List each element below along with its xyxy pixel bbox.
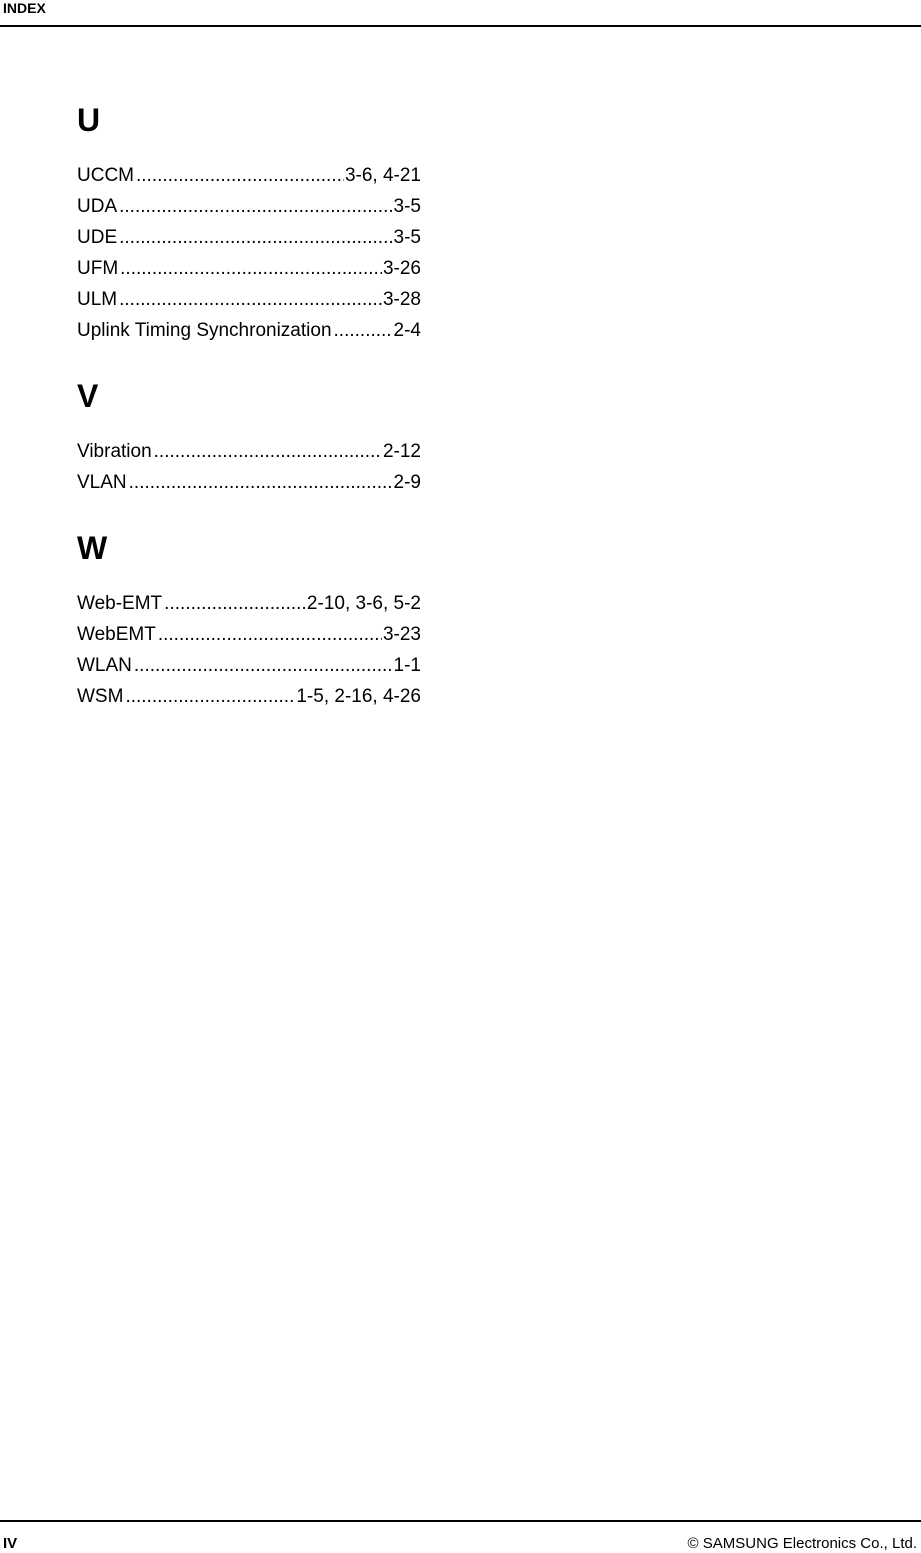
index-term: UFM [77,258,119,279]
index-section-v [77,376,421,498]
index-term: WebEMT [77,624,156,645]
index-pages: 3-5 [393,227,421,248]
index-pages: 3-6, 4-21 [344,165,421,186]
dot-leader [119,191,392,222]
index-term: UCCM [77,165,134,186]
index-term: UDA [77,196,118,217]
index-entry [77,467,421,498]
page-number: IV [3,1535,18,1552]
index-pages: 3-5 [393,196,421,217]
index-term: ULM [77,289,118,310]
index-pages: 3-23 [382,624,421,645]
index-entry [77,650,421,681]
section-letter: W [77,530,108,566]
dot-leader [129,467,393,498]
index-term: UDE [77,227,118,248]
index-entry [77,681,421,712]
section-gap [77,498,421,528]
dot-leader [134,650,393,681]
dot-leader [120,253,382,284]
dot-leader [154,436,382,467]
index-entry [77,160,421,191]
dot-leader [119,284,382,315]
index-pages: 2-4 [393,320,421,341]
page-header [0,0,921,27]
dot-leader [334,315,393,346]
dot-leader [125,681,295,712]
index-section-u [77,100,421,346]
index-entry [77,588,421,619]
index-entry [77,284,421,315]
index-term: Vibration [77,441,152,462]
section-letter: U [77,102,101,138]
index-term: Uplink Timing Synchronization [77,320,332,341]
section-gap [77,346,421,376]
index-pages: 3-26 [382,258,421,279]
copyright-notice: © SAMSUNG Electronics Co., Ltd. [687,1535,917,1552]
index-entry [77,222,421,253]
dot-leader [136,160,344,191]
index-term: WLAN [77,655,132,676]
index-entry [77,191,421,222]
index-entry [77,436,421,467]
index-section-w [77,528,421,712]
index-entry [77,253,421,284]
header-title: INDEX [3,0,46,16]
index-term: VLAN [77,472,127,493]
dot-leader [119,222,392,253]
dot-leader [158,619,382,650]
index-pages: 2-9 [393,472,421,493]
index-pages: 3-28 [382,289,421,310]
index-pages: 1-1 [393,655,421,676]
index-pages: 2-12 [382,441,421,462]
page-footer [0,1520,921,1551]
index-pages: 2-10, 3-6, 5-2 [306,593,421,614]
index-pages: 1-5, 2-16, 4-26 [296,686,421,707]
section-letter: V [77,378,99,414]
index-entry [77,619,421,650]
index-entry [77,315,421,346]
index-body [77,100,421,712]
dot-leader [164,588,306,619]
index-term: WSM [77,686,124,707]
index-term: Web-EMT [77,593,163,614]
